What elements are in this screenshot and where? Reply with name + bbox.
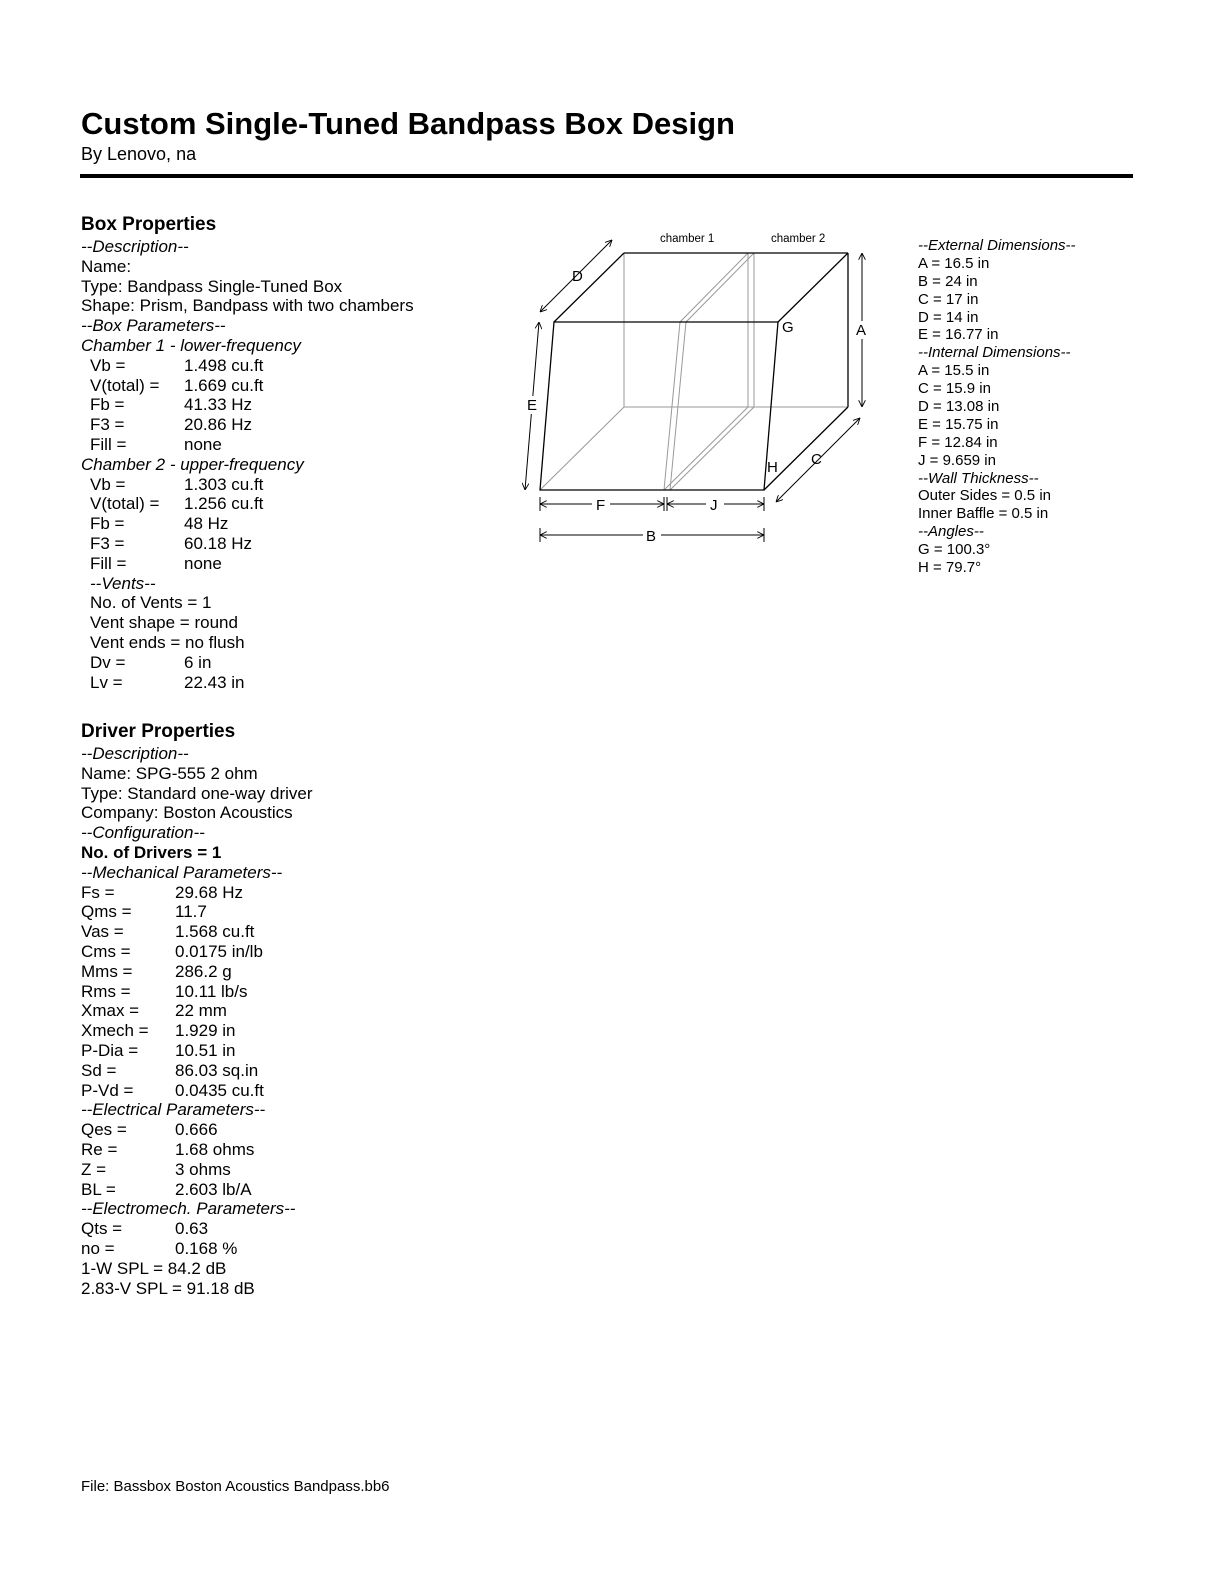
- dimension-item: Inner Baffle = 0.5 in: [918, 505, 1049, 523]
- label-c: C: [811, 451, 822, 468]
- electrical-rows: [81, 1120, 313, 1199]
- header-divider: [80, 174, 1133, 178]
- param-value: 286.2 g: [175, 961, 232, 981]
- label-a: A: [856, 322, 867, 339]
- chamber2-rows: [81, 475, 414, 574]
- param-label: Sd =: [81, 1060, 117, 1080]
- param-value: 1.669 cu.ft: [184, 375, 264, 395]
- param-value: none: [184, 434, 222, 454]
- param-row: [81, 356, 414, 376]
- visible-edges: [540, 253, 848, 490]
- front-face: [540, 322, 778, 490]
- param-row: [81, 1239, 313, 1259]
- dimension-item: Outer Sides = 0.5 in: [918, 487, 1051, 505]
- dimensions-list: [918, 237, 1076, 577]
- label-h: H: [767, 459, 778, 476]
- configuration-heading: --Configuration--: [81, 823, 205, 843]
- page-title: Custom Single-Tuned Bandpass Box Design: [81, 106, 735, 141]
- box-parameters-heading: --Box Parameters--: [81, 316, 226, 336]
- vent-count: No. of Vents = 1: [90, 593, 212, 613]
- param-row: [81, 1021, 313, 1041]
- param-row: [81, 1180, 313, 1200]
- param-value: 0.0435 cu.ft: [175, 1080, 264, 1100]
- param-label: Fill =: [90, 553, 127, 573]
- param-row: [81, 1160, 313, 1180]
- dimension-item: F = 12.84 in: [918, 433, 998, 451]
- box-shape: Shape: Prism, Bandpass with two chambers: [81, 296, 414, 316]
- label-b: B: [646, 528, 657, 545]
- param-row: [81, 1120, 313, 1140]
- param-label: Cms =: [81, 941, 131, 961]
- param-row: [81, 395, 414, 415]
- param-label: Vas =: [81, 922, 124, 942]
- mechanical-heading: --Mechanical Parameters--: [81, 862, 283, 882]
- param-value: 41.33 Hz: [184, 395, 253, 415]
- box-properties-section: [81, 213, 414, 692]
- param-label: Qms =: [81, 902, 132, 922]
- label-e: E: [527, 397, 538, 414]
- param-value: 1.68 ohms: [175, 1139, 255, 1159]
- box-diagram: [515, 225, 885, 555]
- edge-bottom-left-depth: [540, 407, 624, 490]
- dimension-item: E = 16.77 in: [918, 326, 999, 344]
- param-row: [81, 435, 414, 455]
- dimension-item: E = 15.75 in: [918, 415, 999, 433]
- param-row: [81, 1140, 313, 1160]
- param-row: [81, 554, 414, 574]
- param-row: [81, 534, 414, 554]
- param-label: F3 =: [90, 533, 125, 553]
- param-value: 48 Hz: [184, 514, 229, 534]
- param-label: Fb =: [90, 514, 125, 534]
- param-row: [81, 1081, 313, 1101]
- param-label: F3 =: [90, 415, 125, 435]
- param-row: [81, 475, 414, 495]
- param-value: 29.68 Hz: [175, 882, 244, 902]
- dimension-item: G = 100.3°: [918, 541, 991, 559]
- param-label: Vb =: [90, 355, 126, 375]
- driver-type: Type: Standard one-way driver: [81, 783, 313, 803]
- param-row: [81, 902, 313, 922]
- dimension-item: D = 14 in: [918, 308, 979, 326]
- box-name: Name:: [81, 256, 132, 276]
- external-dimensions-heading: --External Dimensions--: [918, 237, 1076, 254]
- param-label: Qes =: [81, 1120, 127, 1140]
- param-value: 6 in: [184, 652, 212, 672]
- param-row: [81, 883, 313, 903]
- spl-1w: 1-W SPL = 84.2 dB: [81, 1258, 227, 1278]
- chamber1-heading: Chamber 1 - lower-frequency: [81, 335, 301, 355]
- box-description-heading: --Description--: [81, 237, 189, 256]
- param-label: P-Dia =: [81, 1040, 139, 1060]
- param-row: [81, 982, 313, 1002]
- vent-shape: Vent shape = round: [90, 613, 238, 633]
- param-value: 3 ohms: [175, 1159, 231, 1179]
- param-value: none: [184, 553, 222, 573]
- param-label: Fill =: [90, 434, 127, 454]
- electrical-heading: --Electrical Parameters--: [81, 1100, 266, 1120]
- angles-heading: --Angles--: [918, 523, 984, 541]
- param-row: [81, 1061, 313, 1081]
- param-label: Fb =: [90, 395, 125, 415]
- param-value: 1.568 cu.ft: [175, 922, 255, 942]
- param-label: Xmax =: [81, 1001, 140, 1021]
- box-properties-heading: Box Properties: [81, 214, 217, 235]
- param-row: [81, 415, 414, 435]
- dimension-item: C = 17 in: [918, 290, 979, 308]
- label-j: J: [710, 497, 718, 514]
- param-label: Dv =: [90, 652, 126, 672]
- param-label: BL =: [81, 1179, 116, 1199]
- param-label: V(total) =: [90, 494, 160, 514]
- dimension-item: C = 15.9 in: [918, 380, 991, 398]
- param-value: 11.7: [175, 902, 207, 922]
- param-row: [81, 1041, 313, 1061]
- param-value: 60.18 Hz: [184, 533, 253, 553]
- driver-description-heading: --Description--: [81, 744, 189, 763]
- param-row: [81, 376, 414, 396]
- param-label: Qts =: [81, 1219, 123, 1239]
- param-label: V(total) =: [90, 375, 160, 395]
- label-chamber2: chamber 2: [771, 233, 826, 245]
- driver-count: No. of Drivers = 1: [81, 842, 222, 862]
- param-row: [81, 653, 414, 673]
- param-value: 0.666: [175, 1120, 218, 1140]
- wall-thickness-heading: --Wall Thickness--: [918, 469, 1039, 487]
- param-row: [81, 942, 313, 962]
- param-label: P-Vd =: [81, 1080, 134, 1100]
- param-label: Fs =: [81, 882, 115, 902]
- param-value: 0.0175 in/lb: [175, 941, 263, 961]
- dimension-item: D = 13.08 in: [918, 398, 1000, 416]
- param-label: Lv =: [90, 672, 123, 692]
- param-value: 1.929 in: [175, 1021, 236, 1041]
- label-chamber1: chamber 1: [660, 233, 715, 245]
- param-value: 0.63: [175, 1219, 209, 1239]
- param-label: Mms =: [81, 961, 133, 981]
- vent-rows: [81, 653, 414, 693]
- param-label: Rms =: [81, 981, 131, 1001]
- param-value: 10.11 lb/s: [175, 981, 248, 1001]
- dimension-lines: [525, 240, 862, 542]
- param-row: [81, 1001, 313, 1021]
- driver-properties-section: [81, 720, 313, 1298]
- driver-properties-heading: Driver Properties: [81, 721, 236, 742]
- angles: [918, 541, 1076, 577]
- wall-thickness: [918, 487, 1076, 523]
- param-value: 2.603 lb/A: [175, 1179, 252, 1199]
- dimension-item: A = 15.5 in: [918, 362, 990, 380]
- chamber1-rows: [81, 356, 414, 455]
- driver-name: Name: SPG-555 2 ohm: [81, 763, 258, 783]
- chamber2-heading: Chamber 2 - upper-frequency: [81, 454, 304, 474]
- param-value: 0.168 %: [175, 1238, 238, 1258]
- edge-bottom-right-depth: [764, 407, 848, 490]
- param-value: 10.51 in: [175, 1040, 236, 1060]
- hidden-edges: [540, 253, 848, 490]
- label-d: D: [572, 268, 583, 285]
- inner-baffle: [664, 253, 754, 490]
- param-value: 1.498 cu.ft: [184, 355, 264, 375]
- edge-top-right-depth: [778, 253, 848, 322]
- external-dimensions: [918, 255, 1076, 344]
- driver-company: Company: Boston Acoustics: [81, 803, 293, 823]
- electromech-heading: --Electromech. Parameters--: [81, 1199, 296, 1219]
- label-f: F: [596, 497, 606, 514]
- file-footer: File: Bassbox Boston Acoustics Bandpass.bb6: [81, 1478, 390, 1495]
- vent-ends: Vent ends = no flush: [90, 632, 245, 652]
- param-value: 20.86 Hz: [184, 415, 253, 435]
- param-value: 22 mm: [175, 1001, 227, 1021]
- param-value: 1.303 cu.ft: [184, 474, 264, 494]
- param-row: [81, 494, 414, 514]
- param-label: no =: [81, 1238, 115, 1258]
- spl-283v: 2.83-V SPL = 91.18 dB: [81, 1278, 255, 1298]
- author-line: By Lenovo, na: [81, 144, 197, 164]
- param-label: Vb =: [90, 474, 126, 494]
- param-label: Xmech =: [81, 1021, 149, 1041]
- dimension-item: B = 24 in: [918, 272, 978, 290]
- box-type: Type: Bandpass Single-Tuned Box: [81, 276, 343, 296]
- param-value: 1.256 cu.ft: [184, 494, 264, 514]
- dimension-item: J = 9.659 in: [918, 451, 996, 469]
- param-row: [81, 514, 414, 534]
- mechanical-rows: [81, 883, 313, 1101]
- param-label: Re =: [81, 1139, 118, 1159]
- param-row: [81, 922, 313, 942]
- param-value: 22.43 in: [184, 672, 245, 692]
- electromech-rows: [81, 1219, 313, 1259]
- dimension-item: A = 16.5 in: [918, 254, 990, 272]
- param-row: [81, 962, 313, 982]
- vents-heading: --Vents--: [90, 573, 156, 593]
- label-g: G: [782, 319, 794, 336]
- param-value: 86.03 sq.in: [175, 1060, 259, 1080]
- internal-dimensions: [918, 362, 1076, 469]
- internal-dimensions-heading: --Internal Dimensions--: [918, 344, 1071, 362]
- param-label: Z =: [81, 1159, 107, 1179]
- param-row: [81, 673, 414, 693]
- param-row: [81, 1219, 313, 1239]
- dimension-item: H = 79.7°: [918, 559, 982, 577]
